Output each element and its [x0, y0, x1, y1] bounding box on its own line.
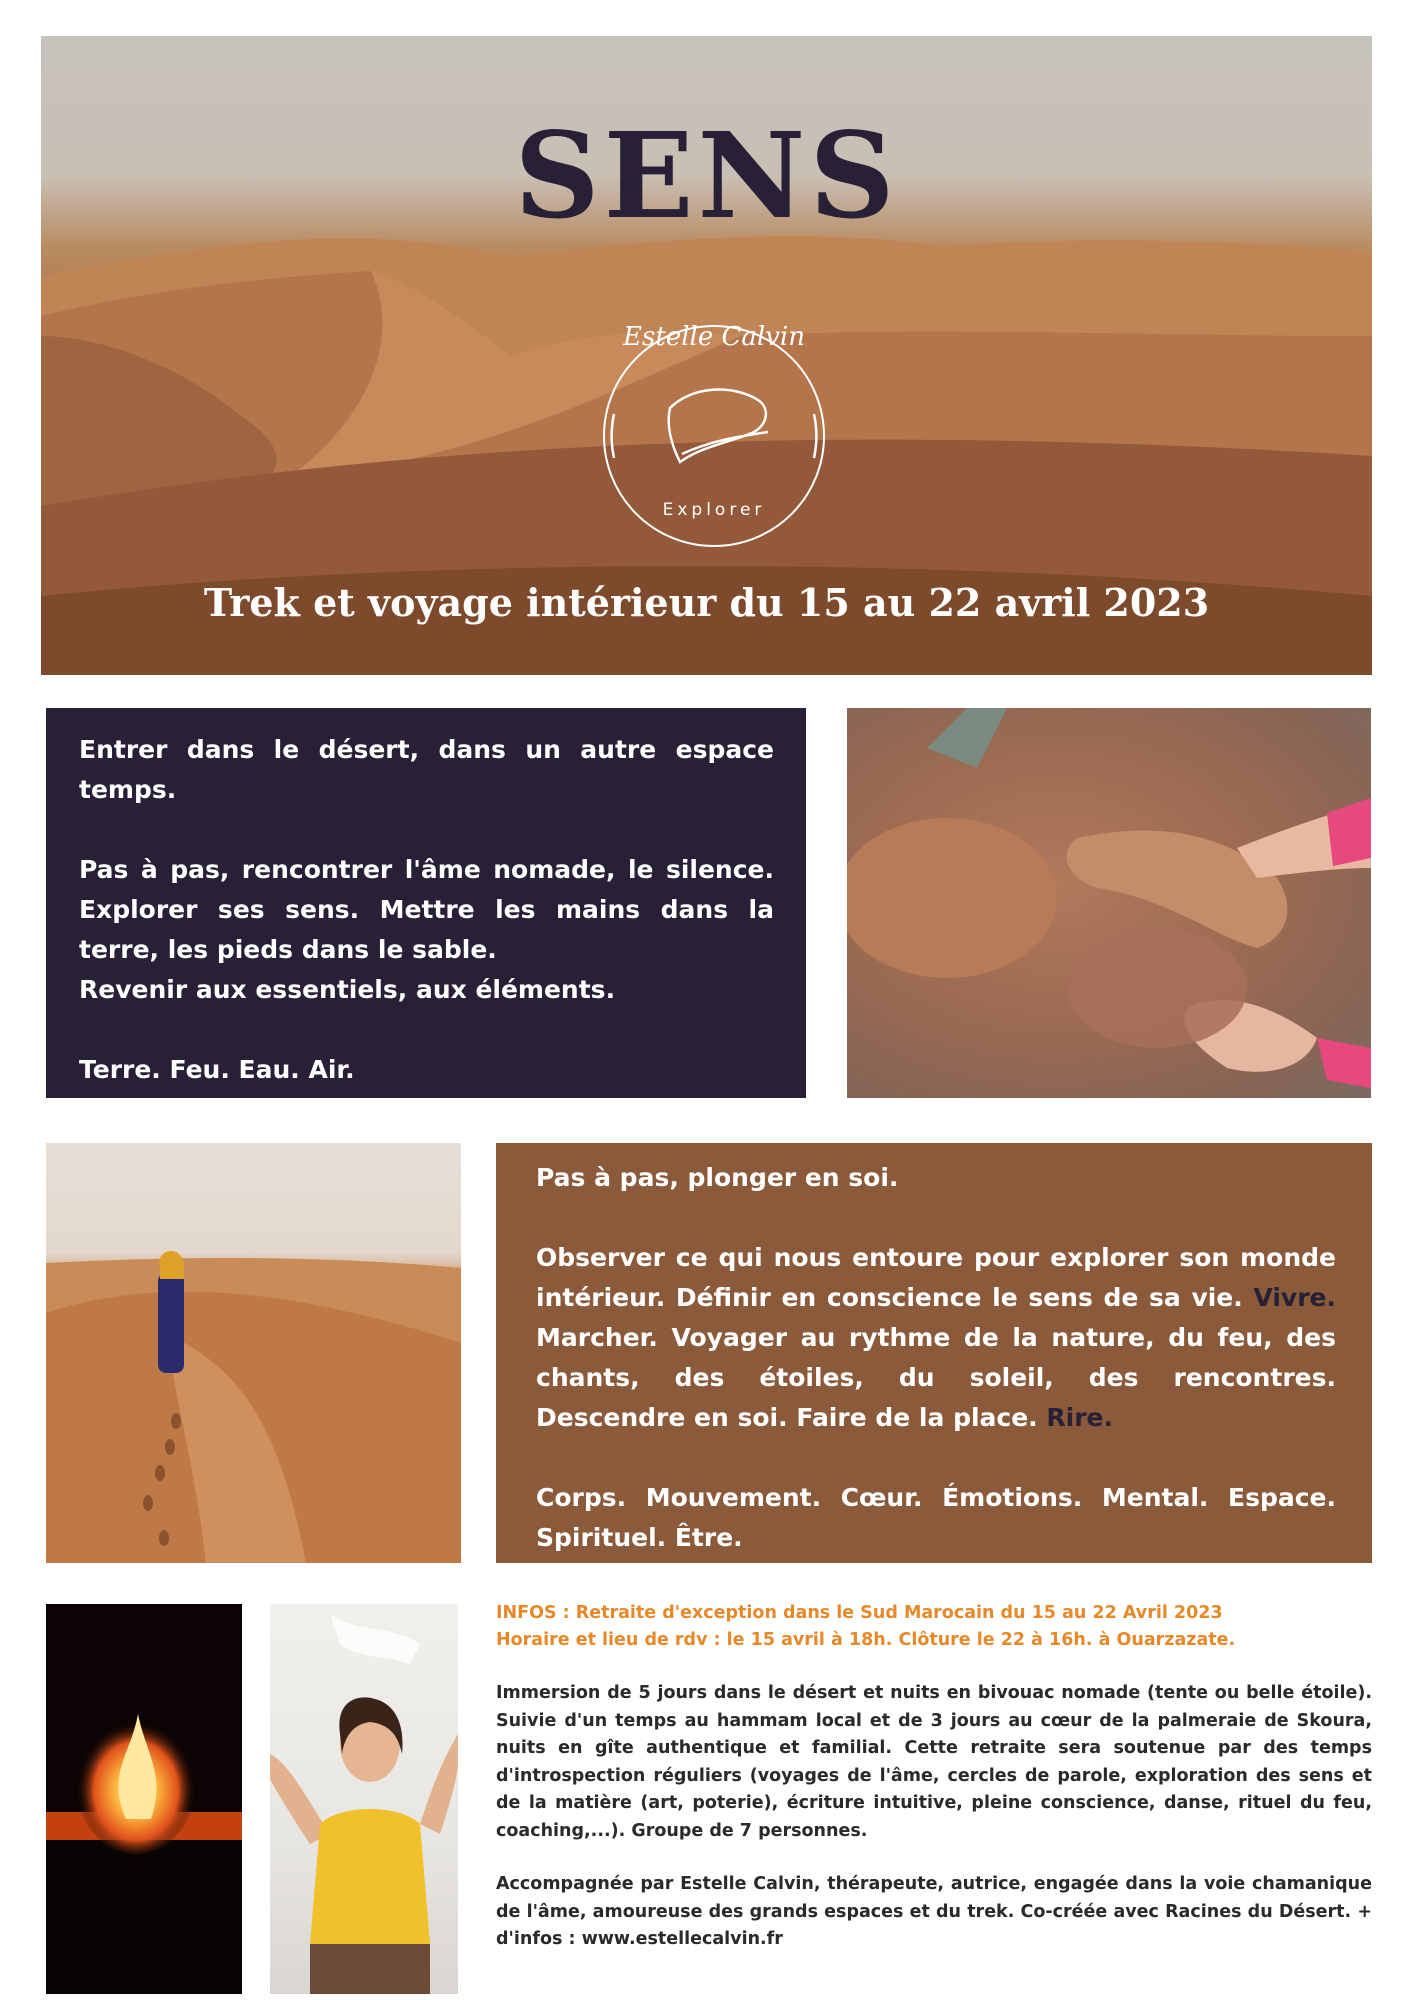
- hero-subtitle: Trek et voyage intérieur du 15 au 22 avril 2023: [203, 580, 1210, 625]
- intro-line-2: Pas à pas, rencontrer l'âme nomade, le silence. Explorer ses sens. Mettre les mains dans la terre, les pieds dans le sable.: [79, 855, 774, 964]
- inner-highlight-rire: Rire.: [1046, 1403, 1113, 1432]
- inner-line-2-text-a: Observer ce qui nous entoure pour explorer son monde intérieur. Définir en conscience le sens de sa vie.: [536, 1243, 1336, 1312]
- logo-caption: Explorer: [662, 500, 766, 520]
- intro-line-1: Entrer dans le désert, dans un autre espace temps.: [79, 735, 774, 804]
- inner-journey-text-box: [496, 1143, 1372, 1563]
- intro-line-3: Revenir aux essentiels, aux éléments.: [79, 975, 616, 1004]
- hero-banner: [41, 36, 1372, 675]
- page-title: SENS: [514, 106, 899, 245]
- campfire-photo: [46, 1604, 242, 1994]
- hands-in-earth-photo: [847, 708, 1371, 1098]
- inner-highlight-vivre: Vivre.: [1253, 1283, 1336, 1312]
- info-section: [496, 1600, 1372, 1954]
- inner-line-2: [536, 1238, 1336, 1438]
- inner-line-3: Corps. Mouvement. Cœur. Émotions. Mental. Espace. Spirituel. Être.: [536, 1483, 1336, 1552]
- info-heading-1: INFOS : Retraite d'exception dans le Sud Marocain du 15 au 22 Avril 2023: [496, 1603, 1223, 1623]
- info-heading-2: Horaire et lieu de rdv : le 15 avril à 18h. Clôture le 22 à 16h. à Ouarzazate.: [496, 1630, 1236, 1650]
- logo-signature: Estelle Calvin: [623, 322, 805, 352]
- guide-portrait-photo: [270, 1604, 458, 1994]
- brand-logo: [582, 304, 846, 568]
- info-paragraph-2: Accompagnée par Estelle Calvin, thérapeute, autrice, engagée dans la voie chamanique de l'âme, amoureuse des grands espaces et du trek. Co-créée avec Racines du Désert. + d'infos : www.estellecalvin.fr: [496, 1874, 1372, 1949]
- inner-line-1: Pas à pas, plonger en soi.: [536, 1163, 899, 1192]
- info-paragraph-1: Immersion de 5 jours dans le désert et nuits en bivouac nomade (tente ou belle étoile). Suivie d'un temps au hammam local et de 3 jours au cœur de la palmeraie de Skoura, nuits en gîte authentique et familial. Cette retraite sera soutenue par des temps d'introspection réguliers (voyages de l'âme, cercles de parole, exploration des sens et de la matière (art, poterie), écriture intuitive, pleine conscience, danse, rituel du feu, coaching,...). Groupe de 7 personnes.: [496, 1683, 1372, 1841]
- desert-walker-photo: [46, 1143, 461, 1563]
- inner-line-2-text-b: Marcher. Voyager au rythme de la nature, du feu, des chants, des étoiles, du soleil, des rencontres. Descendre en soi. Faire de la place.: [536, 1323, 1336, 1432]
- intro-line-4: Terre. Feu. Eau. Air.: [79, 1055, 355, 1084]
- intro-text-box: [46, 708, 806, 1098]
